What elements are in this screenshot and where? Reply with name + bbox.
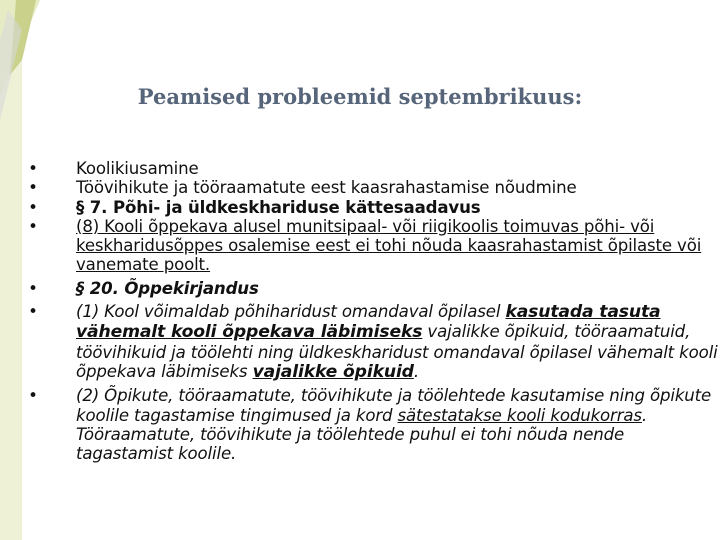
underlined-text: sätestatakse kooli kodukorras <box>397 405 642 425</box>
list-item <box>28 279 718 298</box>
bullet-dot: • <box>28 159 38 178</box>
text-segment: vajalikke õpikuid, tööraamatuid, töövihikuid ja töölehti ning üldkeskharidust omandaval õpilasel vähemalt kooli õppekava läbimiseks <box>76 322 718 381</box>
emphasis-text: kasutada tasuta vähemalt kooli õppekava läbimiseks <box>76 302 661 343</box>
text-segment: (2) Õpikute, tööraamatute, töövihikute ja töölehtede kasutamise ning õpikute koolile tagastamise tingimused ja kord <box>76 386 712 425</box>
list-item-text <box>76 302 718 381</box>
bullet-dot: • <box>28 302 38 322</box>
section-heading: § 20. Õppekirjandus <box>76 278 259 298</box>
list-item <box>28 178 718 197</box>
bullet-dot: • <box>28 278 38 298</box>
text-segment: (1) Kool võimaldab põhiharidust omandaval õpilasel <box>76 302 506 322</box>
slide-title: Peamised probleemid septembrikuus: <box>137 84 583 109</box>
list-item-text: Töövihikute ja tööraamatute eest kaasrahastamise nõudmine <box>76 178 577 198</box>
bullet-dot: • <box>28 197 38 217</box>
bullet-dot: • <box>28 178 38 198</box>
list-item <box>28 217 718 275</box>
bullet-dot: • <box>28 386 38 406</box>
section-heading: § 7. Põhi- ja üldkeskhariduse kättesaadavus <box>76 197 481 217</box>
list-item <box>28 302 718 382</box>
list-item-text <box>76 386 711 463</box>
emphasis-text: vajalikke õpikuid <box>252 361 414 382</box>
list-item <box>28 386 718 463</box>
list-item-text: Koolikiusamine <box>76 159 199 178</box>
bullet-list <box>28 159 718 463</box>
list-item-text: (8) Kooli õppekava alusel munitsipaal- või riigikoolis toimuvas põhi- või keskharidusõppes osalemise eest ei tohi nõuda kaasrahastamist õpilaste või vanemate poolt. <box>76 216 702 275</box>
text-segment: . <box>413 361 419 381</box>
list-item <box>28 198 718 217</box>
list-item <box>28 159 718 178</box>
bullet-dot: • <box>28 216 38 236</box>
text-segment: . Tööraamatute, töövihikute ja töölehtede puhul ei tohi nõuda nende tagastamist koolile. <box>76 405 648 464</box>
